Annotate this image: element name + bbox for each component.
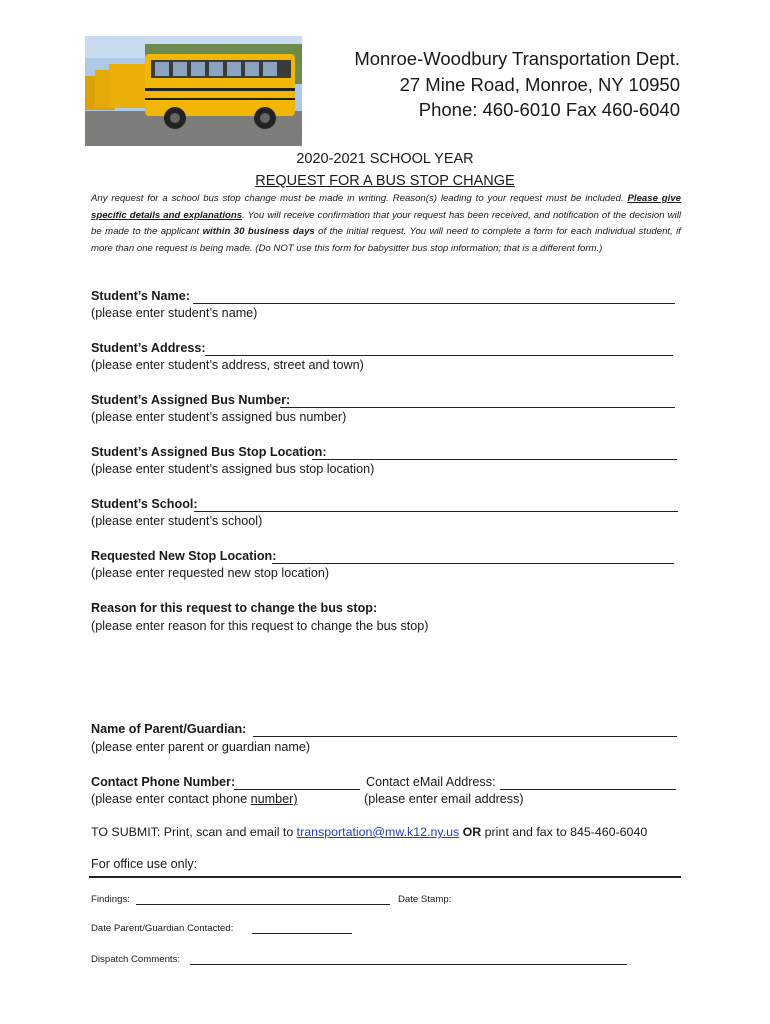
dispatch-comments-field[interactable] [190,964,627,965]
bus-number-label: Student’s Assigned Bus Number: [91,393,291,407]
date-contacted-label: Date Parent/Guardian Contacted: [91,923,234,934]
student-school-hint: (please enter student’s school) [91,514,263,528]
contact-email-label: Contact eMail Address: [366,775,496,789]
school-bus-photo [85,36,302,146]
department-phone-fax: Phone: 460-6010 Fax 460-6040 [418,99,680,120]
school-year: 2020-2021 SCHOOL YEAR [296,151,474,167]
contact-phone-label: Contact Phone Number: [91,775,236,789]
instructions-paragraph: Any request for a school bus stop change must be made in writing. Reason(s) leading to your request must be included. Please give specific details and explanations. You will receive confirmation that your request has been received, and notification of the decision will be made to the applicant within 30 business days of the initial request. You will need to complete a form for each individual student, if more than one request is being made. (Do NOT use this form for babysitter bus stop information; that is a different form.) [91,193,681,254]
stop-location-label: Student’s Assigned Bus Stop Location: [91,445,327,459]
stop-location-field[interactable] [312,459,677,460]
date-contacted-field[interactable] [252,933,352,934]
date-stamp-label: Date Stamp: [398,894,452,905]
student-name-label: Student’s Name: [91,289,190,303]
contact-phone-hint: (please enter contact phone number) [91,792,298,806]
submit-email-link[interactable]: transportation@mw.k12.ny.us [296,825,460,839]
department-address: 27 Mine Road, Monroe, NY 10950 [399,74,680,95]
student-address-field[interactable] [205,355,673,356]
student-name-field[interactable] [193,303,675,304]
reason-field[interactable] [91,640,681,710]
new-stop-label: Requested New Stop Location: [91,549,277,563]
reason-hint: (please enter reason for this request to change the bus stop) [91,619,429,633]
findings-field[interactable] [136,904,390,905]
stop-location-hint: (please enter student’s assigned bus stop location) [91,462,375,476]
contact-email-field[interactable] [500,789,676,790]
student-school-label: Student’s School: [91,497,198,511]
form-title: REQUEST FOR A BUS STOP CHANGE [255,173,515,189]
contact-email-hint: (please enter email address) [364,792,524,806]
new-stop-hint: (please enter requested new stop location) [91,566,330,580]
office-divider [89,876,681,878]
new-stop-field[interactable] [272,563,674,564]
dispatch-comments-label: Dispatch Comments: [91,954,181,965]
submit-instructions: TO SUBMIT: Print, scan and email to transportation@mw.k12.ny.us OR print and fax to 845-460-6040 [91,825,648,839]
guardian-name-label: Name of Parent/Guardian: [91,722,247,736]
department-name: Monroe-Woodbury Transportation Dept. [354,48,680,69]
reason-label: Reason for this request to change the bus stop: [91,601,378,615]
office-use-heading: For office use only: [91,857,198,871]
student-school-field[interactable] [194,511,678,512]
bus-number-hint: (please enter student’s assigned bus number) [91,410,347,424]
bus-number-field[interactable] [280,407,675,408]
contact-phone-field[interactable] [234,789,360,790]
guardian-name-field[interactable] [253,736,677,737]
guardian-name-hint: (please enter parent or guardian name) [91,740,311,754]
student-address-label: Student’s Address: [91,341,206,355]
student-name-hint: (please enter student’s name) [91,306,258,320]
findings-label: Findings: [91,894,130,905]
student-address-hint: (please enter student’s address, street and town) [91,358,364,372]
